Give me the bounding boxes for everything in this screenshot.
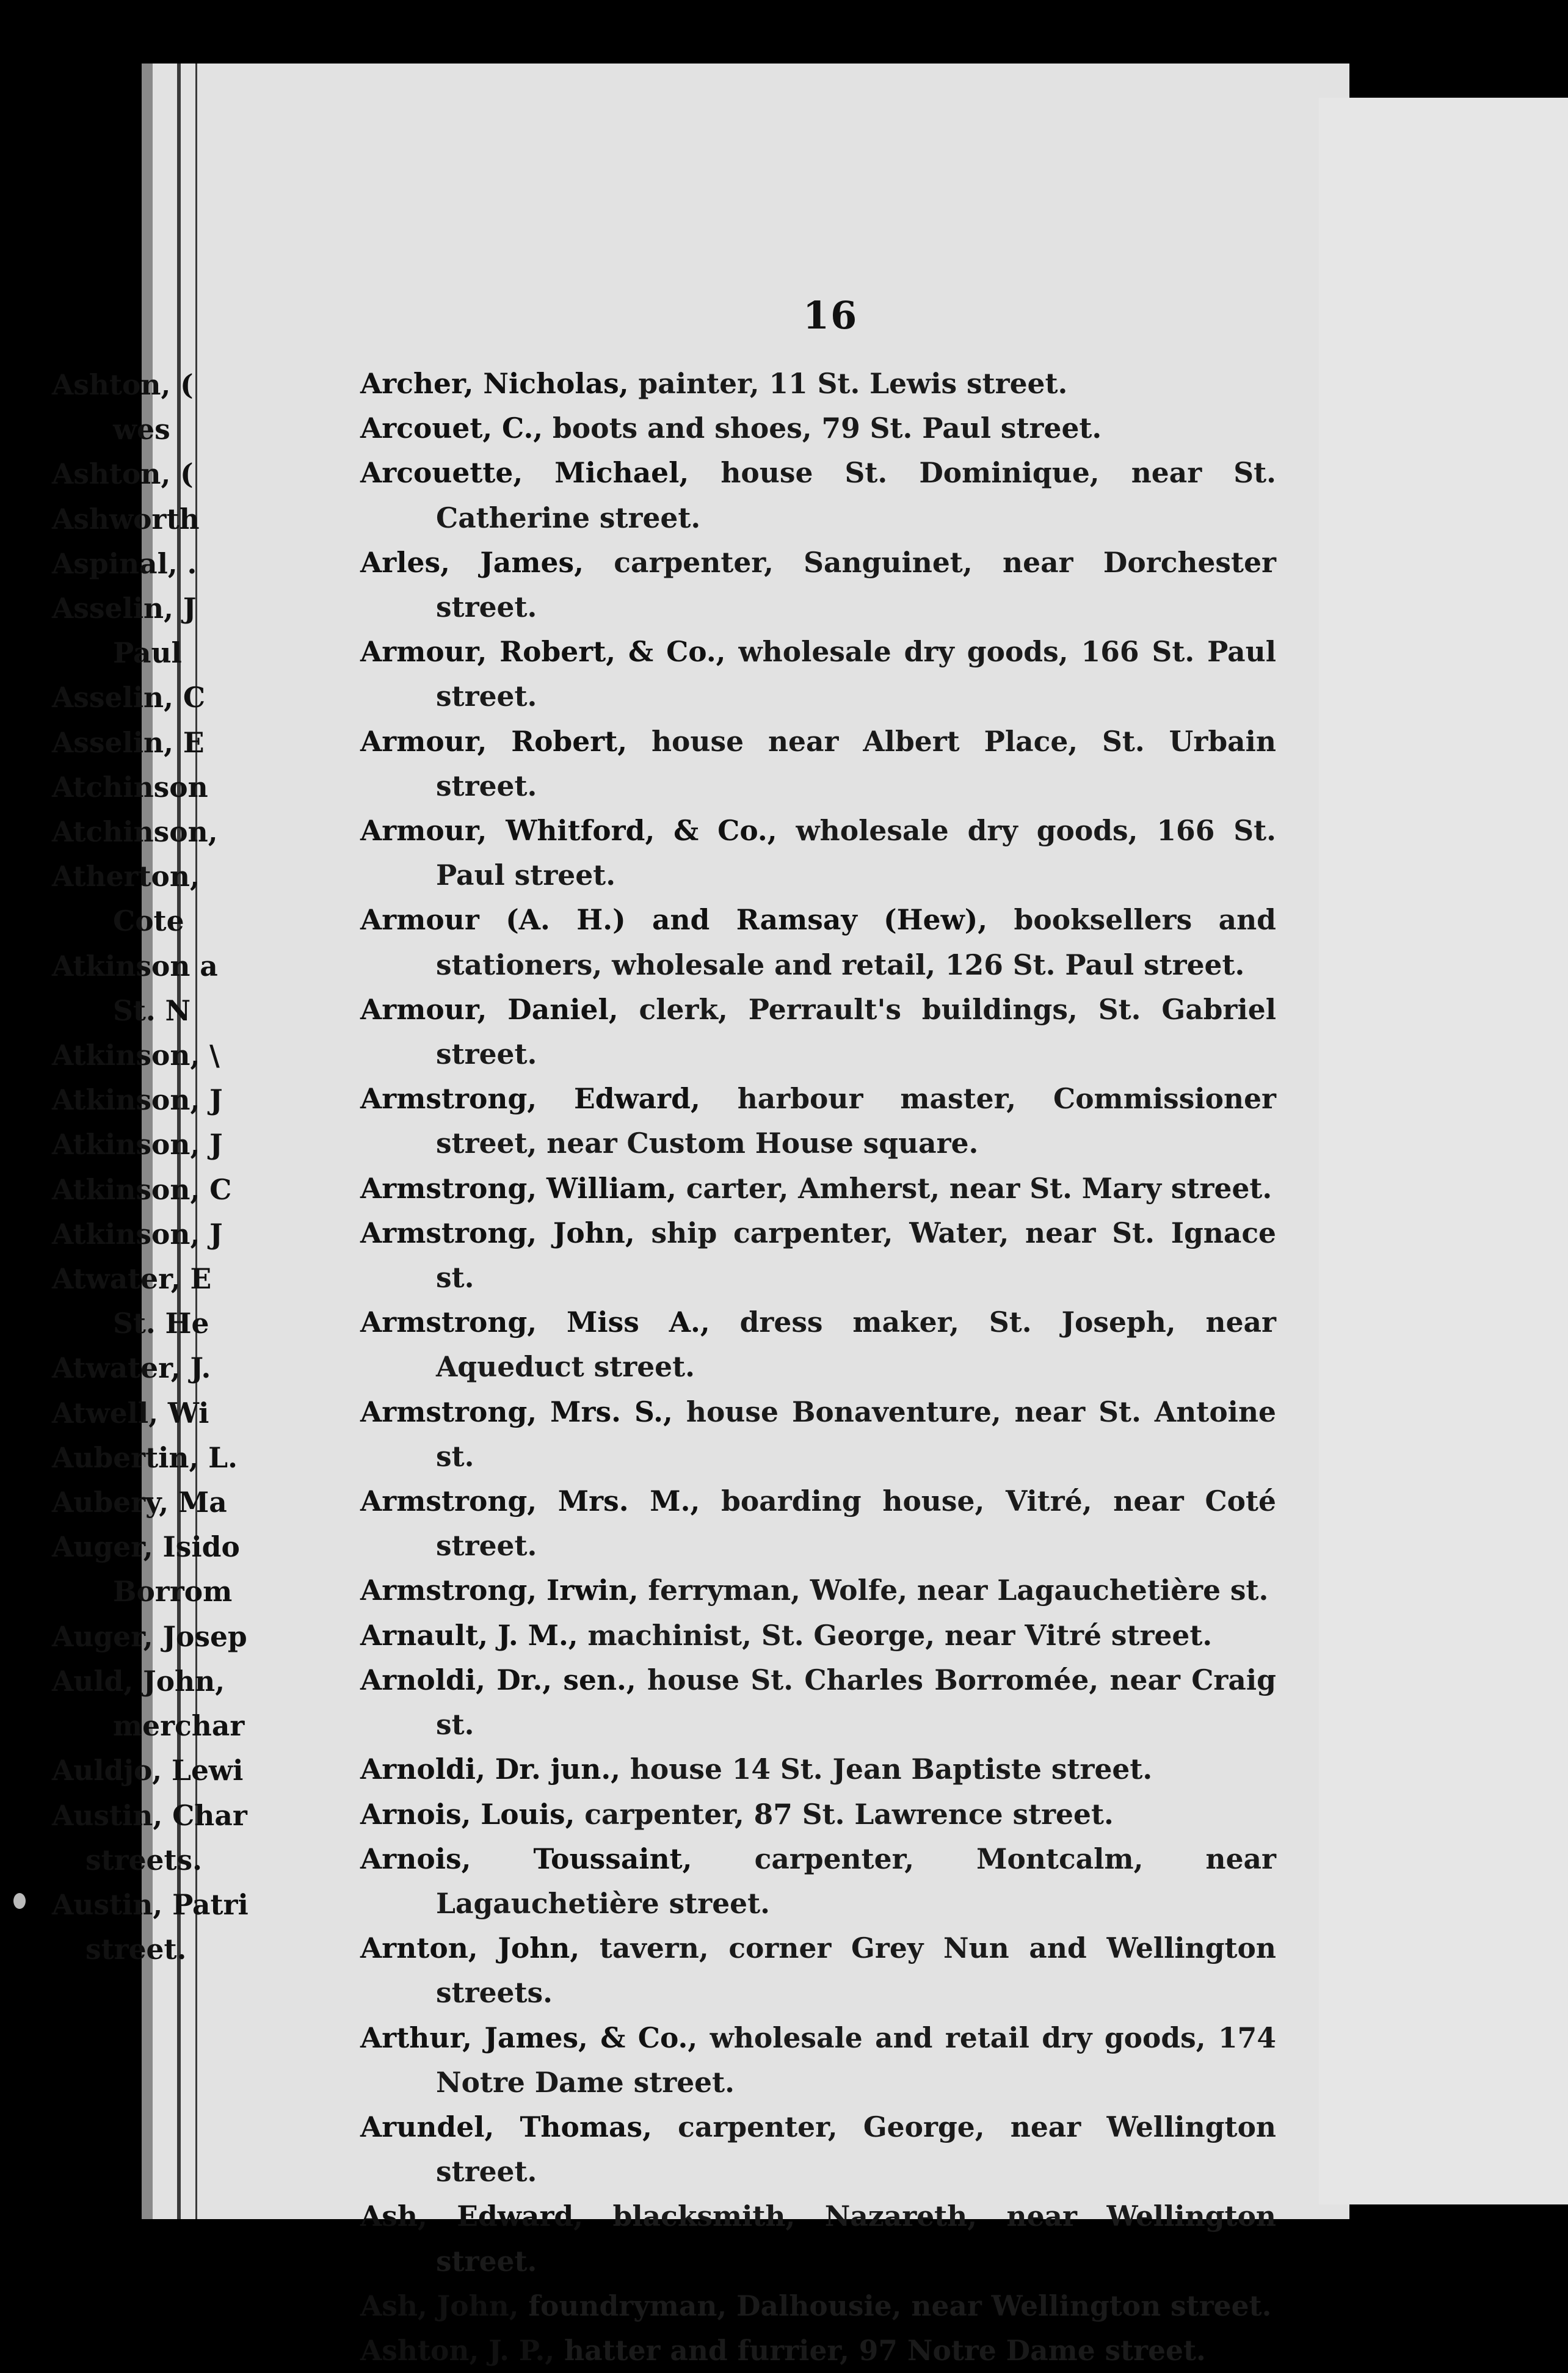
entry-details: foundryman, Dalhousie, near Wellington street. — [518, 2289, 1272, 2322]
directory-entry — [360, 540, 1276, 630]
entry-name: Armstrong, John, — [360, 1216, 635, 1249]
entry-details: machinist, St. George, near Vitré street. — [578, 1618, 1213, 1652]
facing-page-line: streets. — [85, 1843, 202, 1877]
page-number: 16 — [803, 293, 858, 338]
entry-details: blacksmith, Nazareth, near Wellington street. — [436, 2200, 1276, 2278]
entry-name: Arcouet, C., — [360, 412, 543, 445]
right-page — [1319, 98, 1568, 2204]
directory-entry — [360, 1926, 1276, 2015]
directory-entry — [360, 630, 1276, 719]
facing-page-line: Atherton, — [52, 860, 200, 893]
facing-page-line: Ashton, ( — [52, 457, 194, 491]
entry-details: carpenter, Montcalm, near Lagauchetière street. — [436, 1842, 1276, 1920]
facing-page-line: Paul — [113, 636, 182, 670]
facing-page-line: Atkinson, \ — [52, 1039, 220, 1072]
directory-entry — [360, 1613, 1276, 1658]
directory-entry — [360, 1479, 1276, 1568]
entry-details: boarding house, Vitré, near Coté street. — [436, 1484, 1276, 1563]
facing-page-line: merchar — [113, 1709, 245, 1743]
facing-page-line: Auger, Isido — [52, 1530, 240, 1564]
facing-page-line: Atkinson, J — [52, 1083, 223, 1117]
entry-details: house 14 St. Jean Baptiste street. — [620, 1753, 1153, 1786]
facing-page-line: Austin, Char — [52, 1798, 247, 1832]
entry-name: Ash, Edward, — [360, 2200, 584, 2233]
entry-details: carpenter, George, near Wellington street. — [436, 2110, 1276, 2189]
entry-name: Arnois, Louis, — [360, 1797, 575, 1831]
entry-name: Archer, Nicholas, — [360, 367, 629, 400]
entry-name: Armstrong, Irwin, — [360, 1574, 639, 1607]
facing-page-line: wes — [113, 413, 170, 446]
entry-name: Armour, Robert, — [360, 724, 628, 758]
entry-name: Arles, James, — [360, 545, 584, 579]
entry-details: carpenter, 87 St. Lawrence street. — [575, 1797, 1114, 1831]
facing-page-line: Asselin, J — [52, 592, 197, 625]
entry-details: harbour master, Commissioner street, near Custom House square. — [436, 1082, 1276, 1160]
facing-page-line: Asselin, E — [52, 725, 205, 759]
entry-name: Arnoldi, Dr., sen., — [360, 1663, 636, 1696]
entry-name: Armstrong, Mrs. M., — [360, 1484, 700, 1518]
facing-page-line: Atkinson, J — [52, 1128, 223, 1161]
entry-details: boots and shoes, 79 St. Paul street. — [543, 412, 1102, 445]
entry-details: carpenter, Sanguinet, near Dorchester street. — [436, 545, 1276, 624]
entry-name: Armstrong, Edward, — [360, 1082, 700, 1116]
facing-page-line: Atchinson — [52, 770, 208, 804]
entry-name: Arundel, Thomas, — [360, 2110, 652, 2143]
entry-name: Ash, John, — [360, 2289, 519, 2322]
entry-name: Ashton, J. P., — [360, 2333, 555, 2367]
entry-details: house near Albert Place, St. Urbain street. — [436, 724, 1276, 802]
facing-page-entries — [52, 363, 260, 1972]
directory-entry — [360, 2328, 1276, 2373]
directory-entry — [360, 1792, 1276, 1837]
facing-page-line: St. He — [113, 1307, 209, 1340]
facing-page-line: Auld, John, — [52, 1664, 225, 1698]
directory-entry — [360, 2194, 1276, 2283]
directory-entry — [360, 719, 1276, 809]
entry-details: ship carpenter, Water, near St. Ignace st. — [436, 1216, 1277, 1295]
directory-entry — [360, 1658, 1276, 1747]
directory-entry — [360, 1568, 1276, 1613]
entry-details: wholesale dry goods, 166 St. Paul street. — [436, 635, 1276, 713]
entry-details: tavern, corner Grey Nun and Wellington streets. — [436, 1931, 1276, 2010]
entry-details: dress maker, St. Joseph, near Aqueduct street. — [436, 1306, 1276, 1384]
directory-entry — [360, 362, 1276, 406]
entry-name: Armstrong, William, — [360, 1171, 677, 1205]
entry-details: house St. Charles Borromée, near Craig st. — [436, 1663, 1276, 1742]
facing-page-line: Auldjo, Lewi — [52, 1754, 244, 1787]
entry-details: house Bonaventure, near St. Antoine st. — [436, 1395, 1276, 1473]
entry-details: wholesale and retail dry goods, 174 Notre Dame street. — [436, 2021, 1276, 2099]
scan-speck — [13, 1893, 26, 1909]
facing-page-line: Ashworth — [52, 502, 200, 536]
facing-page-line: Asselin, C — [52, 681, 206, 714]
directory-entry — [360, 987, 1276, 1077]
facing-page-line: Atwater, J. — [52, 1351, 211, 1385]
entry-name: Arnoldi, Dr. jun., — [360, 1753, 621, 1786]
entry-details: painter, 11 St. Lewis street. — [628, 367, 1068, 400]
entry-details: clerk, Perrault's buildings, St. Gabriel street. — [436, 992, 1276, 1071]
entry-name: Armour (A. H.) and Ramsay (Hew), — [360, 903, 988, 937]
facing-page-line: Aspinal, . — [52, 547, 197, 580]
entry-name: Armour, Whitford, & Co., — [360, 814, 777, 848]
directory-entry — [360, 1837, 1276, 1926]
directory-entry — [360, 1211, 1276, 1300]
facing-page-line: Aubery, Ma — [52, 1486, 227, 1519]
entry-name: Arnton, John, — [360, 1931, 580, 1965]
directory-entry — [360, 406, 1276, 451]
directory-entry — [360, 451, 1276, 540]
entry-details: hatter and furrier, 97 Notre Dame street. — [554, 2333, 1206, 2367]
entry-name: Armstrong, Mrs. S., — [360, 1395, 673, 1428]
directory-entry — [360, 2105, 1276, 2194]
entry-details: wholesale dry goods, 166 St. Paul street. — [436, 814, 1276, 892]
entry-name: Arthur, James, & Co., — [360, 2021, 698, 2054]
facing-page-line: Atwater, E — [52, 1262, 212, 1296]
entry-details: carter, Amherst, near St. Mary street. — [676, 1171, 1272, 1205]
entry-name: Armstrong, Miss A., — [360, 1306, 710, 1339]
directory-entry — [360, 809, 1276, 898]
directory-entry — [360, 2016, 1276, 2105]
entry-name: Arnault, J. M., — [360, 1618, 578, 1652]
directory-entries — [360, 362, 1276, 2373]
facing-page-line: Atkinson a — [52, 949, 218, 983]
facing-page-line: Borrom — [113, 1575, 233, 1608]
directory-entry — [360, 2284, 1276, 2328]
facing-page-line: Atkinson, C — [52, 1172, 232, 1206]
entry-details: house St. Dominique, near St. Catherine street. — [436, 456, 1276, 534]
entry-details: ferryman, Wolfe, near Lagauchetière st. — [638, 1574, 1269, 1607]
facing-page-line: Auger, Josep — [52, 1619, 247, 1653]
directory-entry — [360, 1390, 1276, 1479]
directory-entry — [360, 1166, 1276, 1211]
facing-page-line: Austin, Patri — [52, 1888, 249, 1921]
facing-page-line: Atwell, Wi — [52, 1396, 209, 1430]
facing-page-line: Aubertin, L. — [52, 1441, 238, 1474]
facing-page-line: Atchinson, — [52, 815, 218, 849]
directory-entry — [360, 898, 1276, 987]
entry-name: Armour, Robert, & Co., — [360, 635, 726, 669]
facing-page-line: St. N — [113, 994, 191, 1027]
facing-page-line: Cote — [113, 904, 184, 938]
entry-name: Armour, Daniel, — [360, 992, 619, 1026]
entry-name: Arcouette, Michael, — [360, 456, 689, 490]
facing-page-line: street. — [85, 1933, 187, 1966]
facing-page-line: Atkinson, J — [52, 1217, 223, 1251]
facing-page-line: Ashton, ( — [52, 368, 194, 401]
directory-entry — [360, 1077, 1276, 1166]
directory-entry — [360, 1300, 1276, 1389]
directory-entry — [360, 1747, 1276, 1792]
entry-name: Arnois, Toussaint, — [360, 1842, 692, 1875]
entry-details: booksellers and stationers, wholesale and retail, 126 St. Paul street. — [436, 903, 1277, 981]
